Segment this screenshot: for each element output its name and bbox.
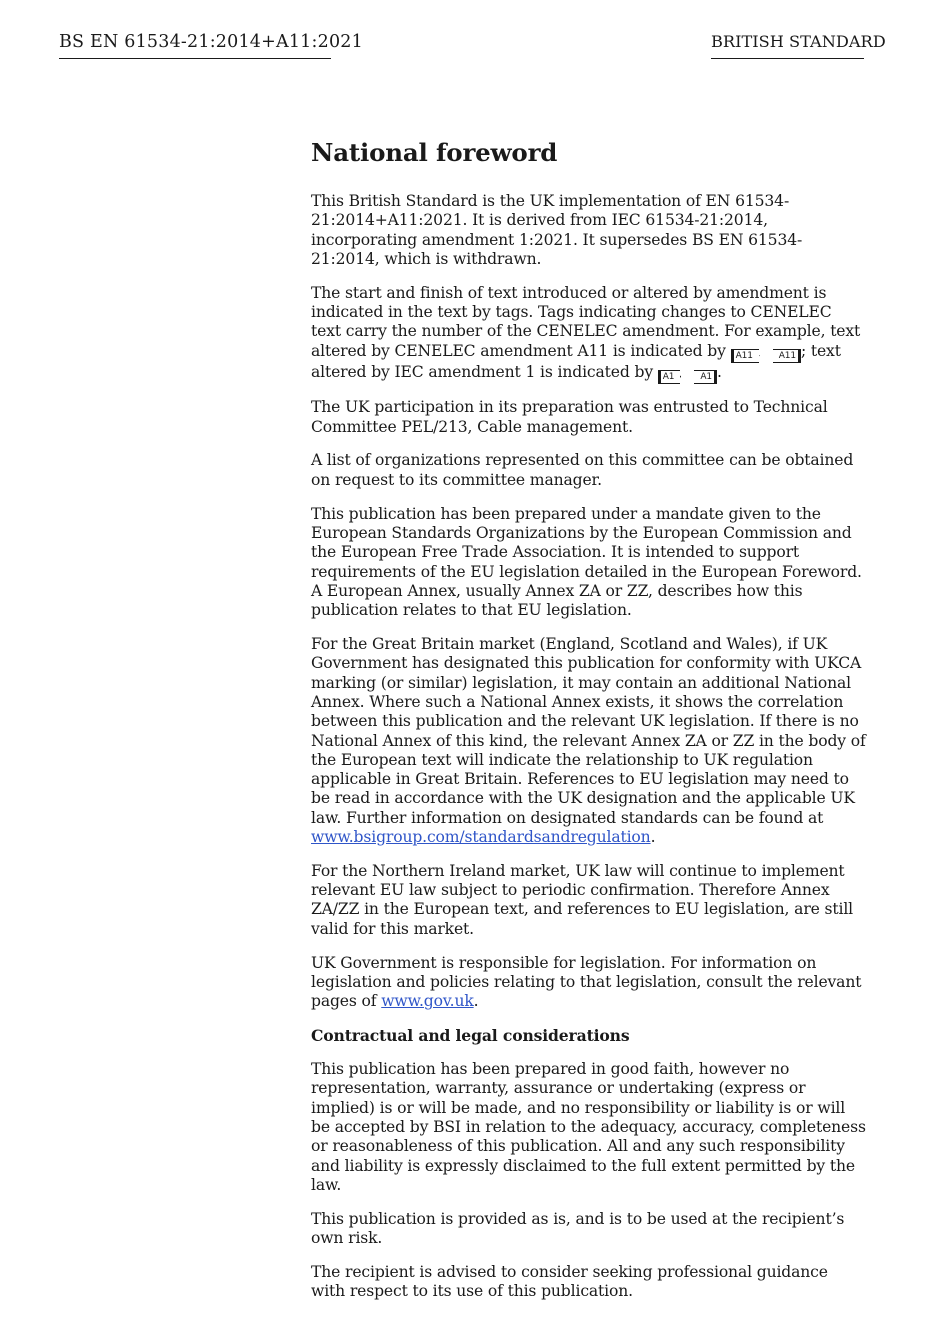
page-title: National foreword [311, 138, 558, 167]
paragraph-mandate: This publication has been prepared under a mandate given to the European Standards Organizations by the European Commission and the European Free Trade Association. It is intended to support requirements of the EU legislation detailed in the European Foreword. A European Annex, usually Annex ZA or ZZ, describes how this publication relates to that EU legislation. [311, 504, 862, 620]
foreword-content [311, 138, 866, 1316]
amendment-tag-a11-end-icon: A11 [773, 349, 801, 363]
paragraph-committee: The UK participation in its preparation was entrusted to Technical Committee PEL/213, Cable management. [311, 398, 828, 436]
amendment-text-c: . [716, 362, 722, 381]
amendment-tag-a11-start-icon: A11 [731, 349, 759, 363]
amendment-tag-a1-end-icon: A1 [694, 370, 717, 384]
uk-government-text: UK Government is responsible for legislation. For information on legislation and policies relating to that legislation, consult the relevant pages of [311, 953, 862, 1011]
amendment-text-a: The start and finish of text introduced or altered by amendment is indicated in the text by tags. Tags indicating changes to CENELEC text carry the number of the CENELEC amendment. For example, text altered by CENELEC amendment A11 is indicated by [311, 283, 861, 360]
bsigroup-link[interactable]: www.bsigroup.com/standardsandregulation [311, 827, 651, 846]
document-type-label: BRITISH STANDARD [711, 31, 864, 59]
paragraph-northern-ireland-market: For the Northern Ireland market, UK law will continue to implement relevant EU law subject to periodic confirmation. Therefore Annex ZA/ZZ in the European text, and references to EU legislation, are still valid for this market. [311, 861, 853, 938]
paragraph-good-faith: This publication has been prepared in good faith, however no representation, warranty, assurance or undertaking (express or implied) is or will be made, and no responsibility or liability is or will be accepted by BSI in relation to the adequacy, accuracy, completeness or reasonableness of this publication. All and any such responsibility and liability is expressly disclaimed to the full extent permitted by the law. [311, 1060, 866, 1194]
paragraph-uk-government [311, 954, 866, 1012]
contractual-subheading: Contractual and legal considerations [311, 1026, 630, 1046]
uk-government-text-end: . [473, 992, 479, 1011]
gov-uk-link[interactable]: www.gov.uk [381, 992, 474, 1011]
amendment-tag-a1-start-icon: A1 [658, 370, 681, 384]
document-identifier: BS EN 61534-21:2014+A11:2021 [59, 31, 331, 59]
amendment-text-b: ; text altered by IEC amendment 1 is indicated by [311, 341, 841, 381]
paragraph-implementation: This British Standard is the UK implementation of EN 61534-21:2014+A11:2021. It is derived from IEC 61534-21:2014, incorporating amendment 1:2021. It supersedes BS EN 61534-21:2014, which is withdrawn. [311, 192, 803, 268]
paragraph-amendment-tags [311, 284, 866, 384]
paragraph-professional-guidance: The recipient is advised to consider seeking professional guidance with respect to its use of this publication. [311, 1262, 828, 1301]
paragraph-own-risk: This publication is provided as is, and is to be used at the recipient’s own risk. [311, 1209, 845, 1247]
gb-market-text: For the Great Britain market (England, Scotland and Wales), if UK Government has designated this publication for conformity with UKCA marking (or similar) legislation, it may contain an additional National Annex. Where such a National Annex exists, it shows the correlation between this publication and the relevant UK legislation. If there is no National Annex of this kind, the relevant Annex ZA or ZZ in the body of the European text will indicate the relationship to UK regulation applicable in Great Britain. References to EU legislation may need to be read in accordance with the UK designation and the applicable UK law. Further information on designated standards can be found at [311, 635, 866, 827]
paragraph-organizations: A list of organizations represented on this committee can be obtained on request to its committee manager. [311, 451, 854, 489]
paragraph-great-britain-market [311, 635, 866, 847]
gb-market-text-end: . [650, 827, 656, 846]
